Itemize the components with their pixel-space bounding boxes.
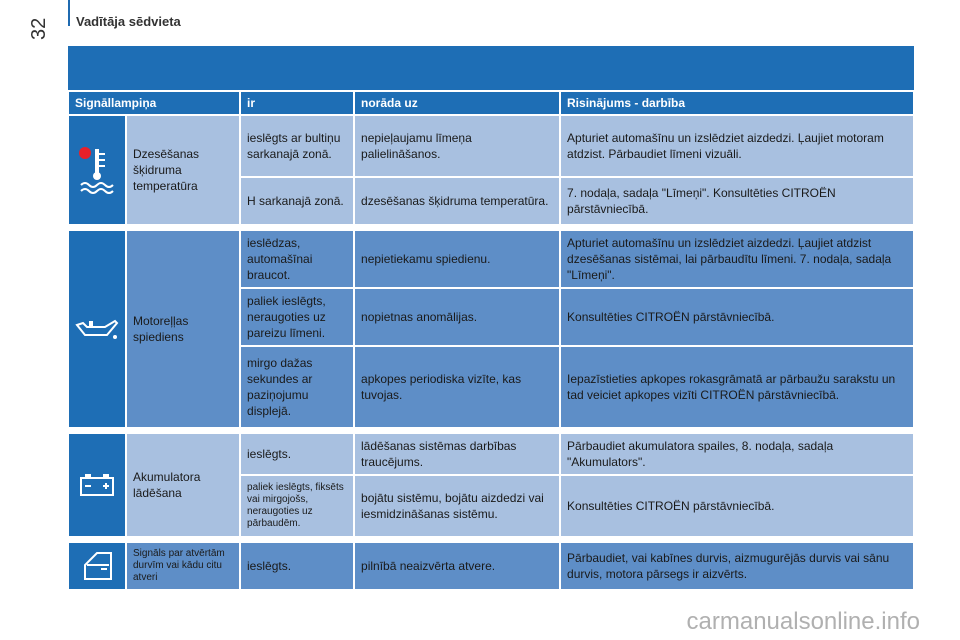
battery-name: Akumulatora lādēšana [126,433,240,537]
table-header-row [68,91,914,115]
header-action: Risinājums - darbība [560,91,914,115]
coolant-icon-cell [68,115,126,225]
table-row [68,230,914,288]
state-cell: paliek ieslēgts, fiksēts vai mirgojošs, neraugoties uz pārbaudēm. [240,475,354,537]
oil-name: Motoreļļas spiediens [126,230,240,428]
action-cell: Pārbaudiet, vai kabīnes durvis, aizmugurējās durvis vai sānu durvis, motora pārsegs ir aizvērts. [560,542,914,590]
header-state: ir [240,91,354,115]
door-name: Signāls par atvērtām durvīm vai kādu citu atveri [126,542,240,590]
indicates-cell: dzesēšanas šķidruma temperatūra. [354,177,560,225]
oil-pressure-icon [75,317,119,341]
battery-icon-cell [68,433,126,537]
margin-rule [68,0,70,26]
header-signal-lamp: Signāllampiņa [68,91,240,115]
coolant-name: Dzesēšanas šķidruma temperatūra [126,115,240,225]
state-cell: ieslēgts ar bultiņu sarkanajā zonā. [240,115,354,177]
watermark: carmanualsonline.info [686,608,920,635]
oil-icon-cell [68,230,126,428]
warning-lights-table [68,91,914,590]
page-number: 32 [28,17,50,40]
table-row [68,433,914,475]
table-row [68,542,914,590]
indicates-cell: bojātu sistēmu, bojātu aizdedzi vai iesmidzināšanas sistēmu. [354,475,560,537]
indicates-cell: lādēšanas sistēmas darbības traucējums. [354,433,560,475]
indicates-cell: nopietnas anomālijas. [354,288,560,346]
state-cell: paliek ieslēgts, neraugoties uz pareizu līmeni. [240,288,354,346]
door-open-icon [77,551,117,581]
indicates-cell: apkopes periodiska vizīte, kas tuvojas. [354,346,560,428]
action-cell: Apturiet automašīnu un izslēdziet aizdedzi. Ļaujiet motoram atdzist. Pārbaudiet līmeni vizuāli. [560,115,914,177]
state-cell: mirgo dažas sekundes ar paziņojumu displejā. [240,346,354,428]
action-cell: 7. nodaļa, sadaļa "Līmeņi". Konsultēties CITROËN pārstāvniecībā. [560,177,914,225]
indicates-cell: pilnībā neaizvērta atvere. [354,542,560,590]
header-banner [68,46,914,90]
table-row [68,115,914,177]
door-icon-cell [68,542,126,590]
battery-charge-icon [79,473,115,497]
action-cell: Apturiet automašīnu un izslēdziet aizdedzi. Ļaujiet atdzist dzesēšanas sistēmai, lai pārbaudītu līmeni. 7. nodaļa, sadaļa "Līmeņi". [560,230,914,288]
coolant-temperature-icon [77,145,117,195]
state-cell: ieslēgts. [240,542,354,590]
action-cell: Pārbaudiet akumulatora spailes, 8. nodaļa, sadaļa "Akumulators". [560,433,914,475]
section-title: Vadītāja sēdvieta [76,14,181,29]
state-cell: ieslēdzas, automašīnai braucot. [240,230,354,288]
action-cell: Iepazīstieties apkopes rokasgrāmatā ar pārbaužu sarakstu un tad veiciet apkopes vizīti CITROËN pārstāvniecībā. [560,346,914,428]
state-cell: H sarkanajā zonā. [240,177,354,225]
header-indicates: norāda uz [354,91,560,115]
indicates-cell: nepietiekamu spiedienu. [354,230,560,288]
action-cell: Konsultēties CITROËN pārstāvniecībā. [560,475,914,537]
state-cell: ieslēgts. [240,433,354,475]
indicates-cell: nepieļaujamu līmeņa palielināšanos. [354,115,560,177]
action-cell: Konsultēties CITROËN pārstāvniecībā. [560,288,914,346]
